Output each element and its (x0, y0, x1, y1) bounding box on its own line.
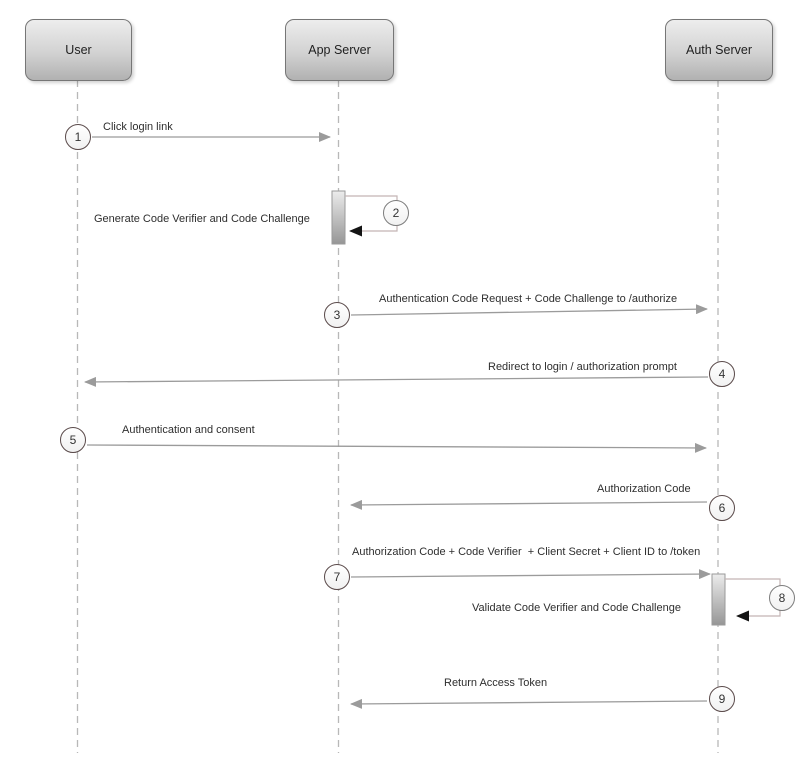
message-3-label: Authentication Code Request + Code Challenge to /authorize (379, 293, 678, 305)
message-7-label: Authorization Code + Code Verifier + Client Secret + Client ID to /token (352, 546, 701, 558)
message-5-number: 5 (60, 427, 86, 453)
activation-bar-app-server (332, 191, 345, 244)
message-5-arrow (87, 445, 706, 448)
message-7-number: 7 (324, 564, 350, 590)
message-7-arrow (351, 574, 710, 577)
actor-auth-server (665, 19, 773, 81)
actor-auth-server-label: Auth Server (685, 43, 752, 57)
message-6-label: Authorization Code (597, 483, 691, 495)
activation-bar-auth-server (712, 574, 725, 625)
message-8-number: 8 (769, 585, 795, 611)
message-3-number: 3 (324, 302, 350, 328)
actor-user (25, 19, 132, 81)
message-1-number: 1 (65, 124, 91, 150)
message-8-label: Validate Code Verifier and Code Challenge (472, 602, 681, 614)
message-9-label: Return Access Token (444, 677, 548, 689)
message-2-number: 2 (383, 200, 409, 226)
message-3-arrow (351, 309, 707, 315)
message-4-arrow (85, 377, 708, 382)
actor-app-server-label: App Server (308, 43, 371, 57)
message-9-arrow (351, 701, 707, 704)
actor-user-label: User (65, 43, 92, 57)
message-4-number: 4 (709, 361, 735, 387)
message-6-arrow (351, 502, 707, 505)
message-4-label: Redirect to login / authorization prompt (488, 361, 677, 373)
message-5-label: Authentication and consent (122, 424, 255, 436)
message-6-number: 6 (709, 495, 735, 521)
actor-app-server (285, 19, 394, 81)
message-1-label: Click login link (103, 121, 173, 133)
message-2-label: Generate Code Verifier and Code Challenge (94, 213, 310, 225)
message-9-number: 9 (709, 686, 735, 712)
